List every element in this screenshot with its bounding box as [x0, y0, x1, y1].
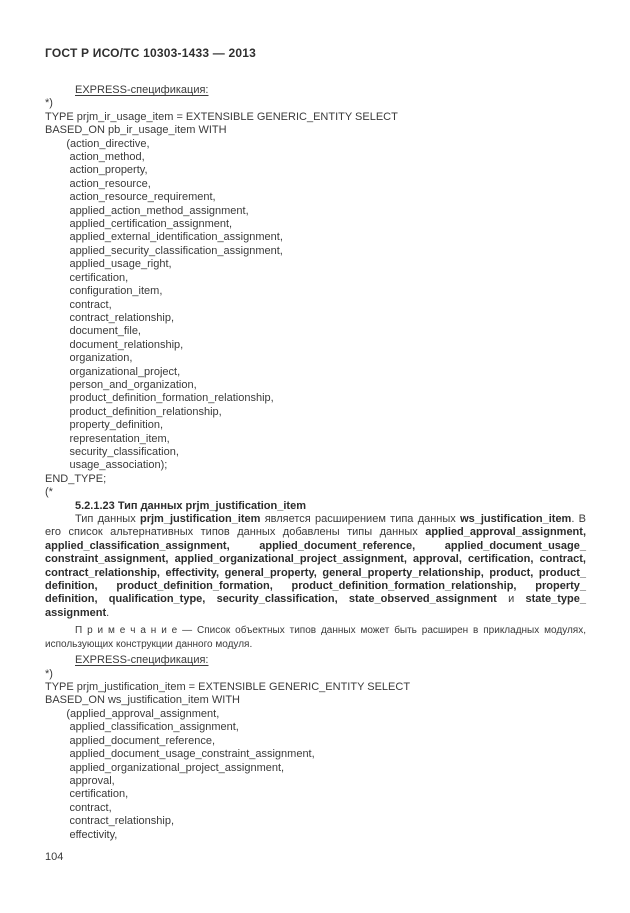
code-line: product_definition_formation_relationship,	[45, 392, 274, 405]
express-spec-label-text: EXPRESS-спецификация:	[75, 84, 209, 96]
text-run: . В его список альтернативных типов данных добавлены типы данных	[45, 513, 587, 539]
text-run: и	[496, 593, 526, 606]
code-line: action_resource,	[45, 177, 151, 190]
text-run: .	[106, 606, 110, 619]
express-code-block-1	[45, 97, 586, 499]
code-line: certification,	[45, 788, 129, 801]
entity-name: state_type_assignment	[45, 593, 586, 619]
code-line: applied_certification_assignment,	[45, 218, 233, 231]
entity-name: ws_justification_item	[460, 513, 572, 525]
code-line: contract_relationship,	[45, 815, 175, 828]
code-line: action_property,	[45, 164, 148, 177]
code-line: contract,	[45, 801, 112, 814]
section-heading-5-2-1-23	[45, 500, 586, 513]
code-line: TYPE prjm_ir_usage_item = EXTENSIBLE GENERIC_ENTITY SELECT	[45, 110, 398, 123]
code-line: security_classification,	[45, 445, 179, 458]
code-line: (*	[45, 486, 53, 499]
code-line: applied_classification_assignment,	[45, 721, 239, 734]
entity-name: applied_approval_assignment, applied_classification_assignment, applied_document_reference, applied_document_usage_constraint_assignment, applied_organizational_project_assignment, approval, certification, contract, contract_relationship, effectivity, general_property, general_property_relationship, product, product_definition, product_definition_formation, product_definition_formation_relationship, property_definition, qualification_type, security_classification, state_observed_assignment	[45, 526, 586, 606]
code-line: applied_usage_right,	[45, 258, 172, 271]
code-line: contract_relationship,	[45, 311, 175, 324]
express-spec-label-2	[75, 654, 586, 667]
express-code-block-2	[45, 668, 586, 842]
entity-name: prjm_justification_item	[140, 513, 261, 525]
code-line: usage_association);	[45, 459, 168, 472]
code-line: person_and_organization,	[45, 378, 197, 391]
code-line: applied_document_usage_constraint_assignment,	[45, 748, 315, 761]
text-run: Тип данных	[75, 513, 140, 525]
code-line: effectivity,	[45, 828, 118, 841]
note-paragraph: П р и м е ч а н и е — Список объектных типов данных может быть расширен в прикладных модулях, использующих конструкции данного модуля.	[45, 625, 586, 650]
code-line: applied_external_identification_assignment,	[45, 231, 283, 244]
code-line: END_TYPE;	[45, 472, 107, 485]
document-title: ГОСТ Р ИСО/ТС 10303-1433 — 2013	[45, 46, 256, 60]
code-line: organization,	[45, 352, 133, 365]
page-number: 104	[45, 850, 64, 863]
code-line: contract,	[45, 298, 112, 311]
code-line: *)	[45, 667, 53, 680]
code-line: BASED_ON pb_ir_usage_item WITH	[45, 124, 227, 137]
express-spec-label-text: EXPRESS-спецификация:	[75, 654, 209, 667]
code-line: TYPE prjm_justification_item = EXTENSIBLE GENERIC_ENTITY SELECT	[45, 681, 411, 694]
entity-name: prjm_justification_item	[185, 499, 306, 512]
code-line: *)	[45, 97, 53, 110]
code-line: (action_directive,	[45, 137, 150, 150]
code-line: certification,	[45, 271, 129, 284]
code-line: (applied_approval_assignment,	[45, 707, 220, 720]
section-description	[45, 513, 586, 620]
code-line: product_definition_relationship,	[45, 405, 222, 418]
code-line: document_file,	[45, 325, 141, 338]
code-line: property_definition,	[45, 419, 164, 432]
code-line: applied_document_reference,	[45, 734, 215, 747]
entity-name: 5.2.1.23 Тип данных	[75, 499, 186, 512]
code-line: applied_action_method_assignment,	[45, 204, 249, 217]
code-line: organizational_project,	[45, 365, 181, 378]
code-line: document_relationship,	[45, 338, 184, 351]
code-line: applied_organizational_project_assignment,	[45, 761, 285, 774]
express-spec-label-1	[75, 84, 586, 97]
code-line: applied_security_classification_assignment,	[45, 244, 283, 257]
code-line: configuration_item,	[45, 285, 163, 298]
code-line: action_resource_requirement,	[45, 191, 216, 204]
code-line: action_method,	[45, 151, 145, 164]
code-line: approval,	[45, 774, 115, 787]
code-line: BASED_ON ws_justification_item WITH	[45, 694, 240, 707]
text-run: является расширением типа данных	[260, 513, 461, 525]
code-line: representation_item,	[45, 432, 170, 445]
